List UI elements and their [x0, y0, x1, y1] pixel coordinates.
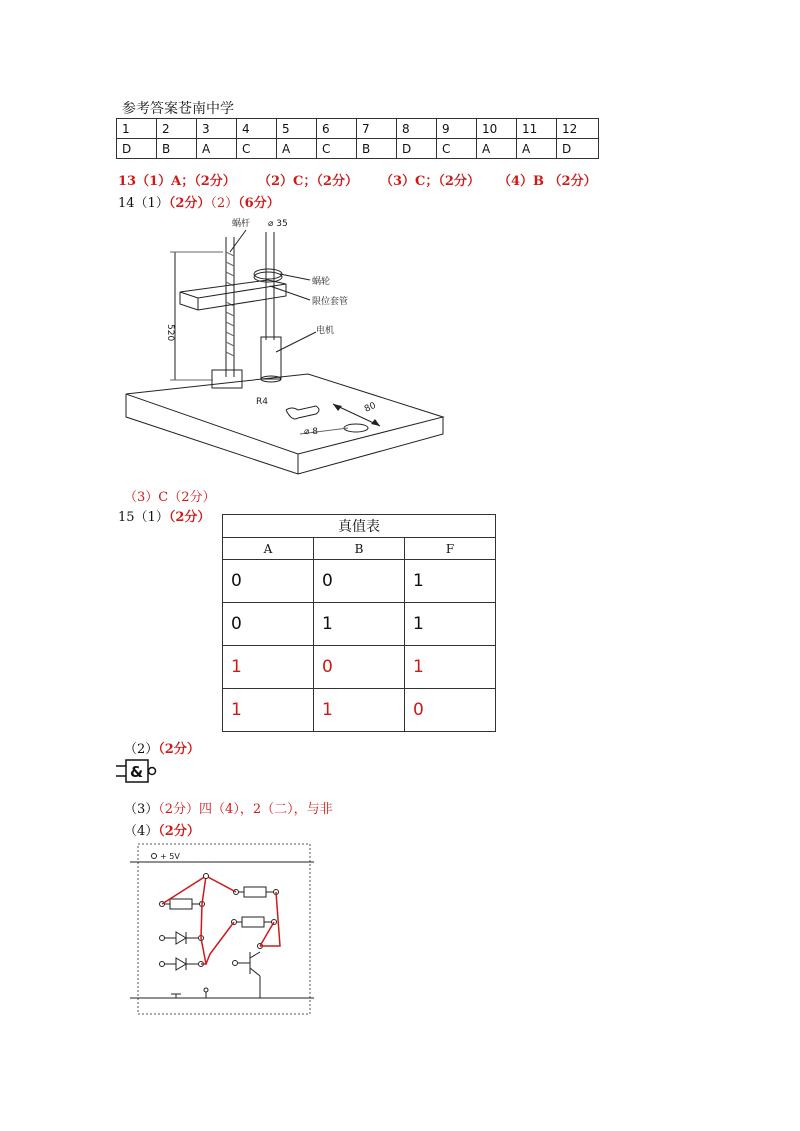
truth-table-cell: 0: [223, 603, 314, 646]
truth-table-cell: 0: [405, 689, 496, 732]
nand-gate-icon: [116, 758, 164, 784]
answer-value: C: [237, 139, 277, 159]
answer-value: C: [317, 139, 357, 159]
truth-table-header: B: [314, 538, 405, 560]
label-height-520: 520: [165, 324, 175, 342]
answer-number-row: [117, 119, 599, 139]
label-diameter-35: ⌀ 35: [268, 219, 288, 229]
q14-part3: （3）C（2分）: [124, 490, 216, 505]
q14-line: [118, 192, 280, 211]
question-number: 7: [357, 119, 397, 139]
label-worm-wheel: 蜗轮: [312, 277, 331, 287]
q15-part3: （3）: [124, 802, 159, 817]
base-plate-sides: [126, 394, 443, 474]
q15-part4-line: [124, 820, 200, 839]
question-number: 8: [397, 119, 437, 139]
truth-table-cell: 0: [314, 560, 405, 603]
truth-table-cell: 1: [405, 646, 496, 689]
truth-table-cell: 1: [405, 560, 496, 603]
truth-table-cell: 0: [314, 646, 405, 689]
q13-part3: （3）C；（2分）: [380, 174, 480, 189]
answer-value-row: [117, 139, 599, 159]
q15-part2: （2）: [124, 742, 159, 757]
q15-part1-line: [118, 506, 210, 525]
label-hole-8: ⌀ 8: [304, 427, 319, 437]
answer-value: A: [477, 139, 517, 159]
answer-table: [116, 118, 599, 159]
answer-value: B: [357, 139, 397, 159]
truth-table-row: [223, 560, 496, 603]
truth-table-header-row: [223, 538, 496, 560]
q15-part4-score: （2分）: [158, 824, 200, 839]
answer-value: D: [557, 139, 599, 159]
mechanism-drawing: [118, 212, 448, 484]
q13-part2: （2）C；（2分）: [258, 174, 358, 189]
power-label: + 5V: [160, 852, 180, 861]
question-number: 2: [157, 119, 197, 139]
question-number: 9: [437, 119, 477, 139]
truth-table-cell: 0: [223, 560, 314, 603]
truth-table-cell: 1: [314, 603, 405, 646]
truth-table-cell: 1: [223, 646, 314, 689]
page-title: 参考答案苍南中学: [122, 101, 234, 117]
answer-value: C: [437, 139, 477, 159]
question-number: 4: [237, 119, 277, 139]
question-number: 1: [117, 119, 157, 139]
answer-value: B: [157, 139, 197, 159]
q15-part1-score: （2分）: [168, 510, 211, 525]
truth-table-cell: 1: [405, 603, 496, 646]
q14-part2-score: （6分）: [238, 196, 280, 211]
gate-symbol-text: &: [130, 763, 144, 781]
truth-table-cell: 1: [314, 689, 405, 732]
q15-part2-line: [124, 738, 200, 757]
answer-value: A: [197, 139, 237, 159]
answer-value: D: [117, 139, 157, 159]
truth-table-row: [223, 646, 496, 689]
base-plate-top: [126, 374, 443, 454]
q15-part1: 15（1）: [118, 510, 169, 525]
circuit-diagram: [130, 842, 314, 1018]
truth-table-row: [223, 603, 496, 646]
question-number: 10: [477, 119, 517, 139]
truth-table-header: F: [405, 538, 496, 560]
q13-part1: 13（1）A；（2分）: [118, 174, 236, 189]
q15-part4: （4）: [124, 824, 159, 839]
truth-table-caption: 真值表: [223, 515, 496, 538]
label-motor: 电机: [316, 326, 335, 336]
answer-value: D: [397, 139, 437, 159]
q15-part3-line: [124, 798, 333, 817]
q14-prefix: 14（1）: [118, 196, 169, 211]
question-number: 5: [277, 119, 317, 139]
truth-table-header: A: [223, 538, 314, 560]
label-limit-sleeve: 限位套管: [312, 297, 349, 307]
label-length-80: 80: [363, 400, 378, 415]
answer-value: A: [517, 139, 557, 159]
truth-table-cell: 1: [223, 689, 314, 732]
q13-part4: （4）B （2分）: [498, 174, 597, 189]
answer-value: A: [277, 139, 317, 159]
truth-table: [222, 514, 496, 732]
q14-part1-score: （2分）: [168, 196, 211, 211]
label-radius-r4: R4: [256, 397, 268, 407]
question-number: 6: [317, 119, 357, 139]
question-number: 11: [517, 119, 557, 139]
question-number: 3: [197, 119, 237, 139]
q15-part2-score: （2分）: [158, 742, 200, 757]
truth-table-row: [223, 689, 496, 732]
q14-part2: （2）: [210, 196, 239, 211]
label-worm: 蜗杆: [232, 219, 251, 229]
q15-part3-answer: （2分）四（4），2（二），与非: [158, 802, 333, 817]
question-number: 12: [557, 119, 599, 139]
